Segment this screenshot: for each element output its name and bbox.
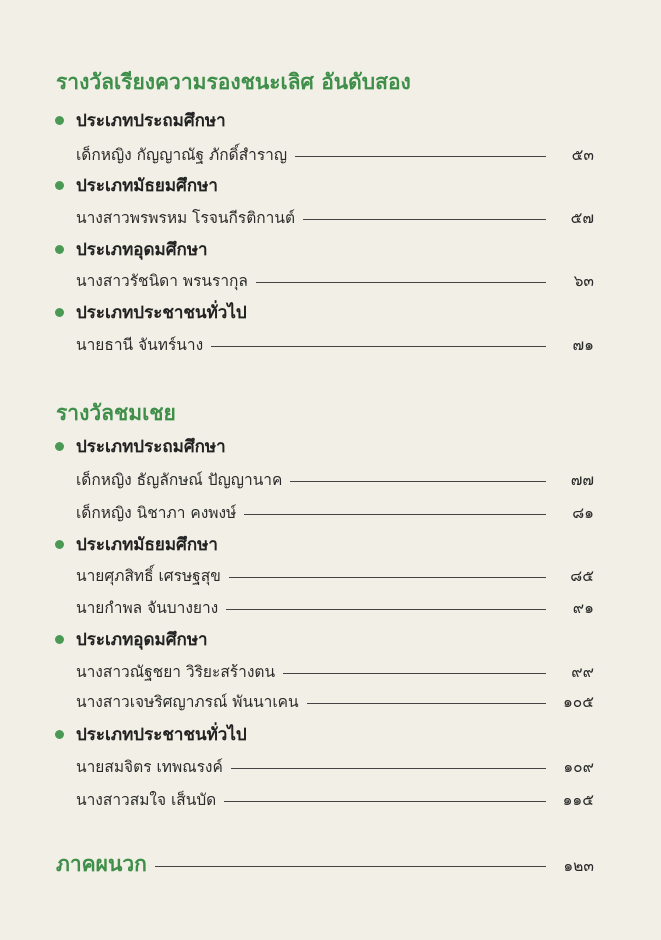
- dot-leader: [224, 801, 546, 802]
- category-heading: ประเภทประถมศึกษา: [55, 433, 226, 460]
- dot-leader: [283, 673, 546, 674]
- dot-leader: [211, 346, 546, 347]
- entry-name: นายศุภสิทธิ์ เศรษฐสุข: [76, 567, 221, 585]
- category-heading: ประเภทประชาชนทั่วไป: [55, 721, 247, 748]
- toc-entry[interactable]: [76, 500, 594, 525]
- dot-leader: [307, 703, 546, 704]
- entry-name: เด็กหญิง ธัญลักษณ์ ปัญญานาค: [76, 471, 283, 489]
- bullet-icon: [55, 245, 64, 254]
- entry-name: นางสาวพรพรหม โรจนกีรติกานต์: [76, 209, 296, 227]
- toc-entry[interactable]: [76, 332, 594, 357]
- toc-entry[interactable]: [76, 754, 594, 779]
- page-number: ๑๑๕: [562, 791, 594, 809]
- appendix-entry[interactable]: [56, 848, 594, 881]
- dot-leader: [290, 481, 546, 482]
- page-number: ๕๓: [571, 146, 594, 164]
- toc-entry[interactable]: [76, 563, 594, 588]
- category-heading: ประเภทอุดมศึกษา: [55, 626, 208, 653]
- toc-entry[interactable]: [76, 268, 594, 293]
- page-number: ๘๑: [572, 504, 594, 522]
- entry-name: เด็กหญิง กัญญาณัฐ ภักดิ์สำราญ: [76, 146, 288, 164]
- page-number: ๑๒๓: [563, 857, 594, 875]
- category-heading: ประเภทประชาชนทั่วไป: [55, 299, 247, 326]
- page-number: ๗๗: [570, 471, 594, 489]
- bullet-icon: [55, 116, 64, 125]
- section-title: รางวัลเรียงความรองชนะเลิศ อันดับสอง: [56, 70, 411, 94]
- page-number: ๖๓: [573, 272, 594, 290]
- entry-name: นางสาวเจษริศญาภรณ์ พันนาเคน: [76, 693, 299, 711]
- toc-entry[interactable]: [76, 787, 594, 812]
- section-title: รางวัลชมเชย: [56, 401, 176, 425]
- category-heading: ประเภทอุดมศึกษา: [55, 236, 208, 263]
- dot-leader: [229, 577, 546, 578]
- dot-leader: [231, 768, 546, 769]
- entry-name: เด็กหญิง นิชาภา คงพงษ์: [76, 504, 237, 522]
- entry-name: นายธานี จันทร์นาง: [76, 336, 204, 354]
- category-heading: ประเภทมัธยมศึกษา: [55, 172, 218, 199]
- bullet-icon: [55, 540, 64, 549]
- toc-entry[interactable]: [76, 659, 594, 684]
- category-heading: ประเภทมัธยมศึกษา: [55, 531, 218, 558]
- toc-entry[interactable]: [76, 205, 594, 230]
- toc-entry[interactable]: [76, 595, 594, 620]
- dot-leader: [244, 514, 546, 515]
- page-number: ๘๕: [570, 567, 594, 585]
- entry-name: นายสมจิตร เทพณรงค์: [76, 758, 223, 776]
- page-number: ๙๙: [571, 663, 594, 681]
- toc-entry[interactable]: [76, 142, 594, 167]
- dot-leader: [256, 282, 546, 283]
- dot-leader: [226, 609, 546, 610]
- toc-entry[interactable]: [76, 467, 594, 492]
- entry-name: นายกำพล จันบางยาง: [76, 599, 219, 617]
- bullet-icon: [55, 181, 64, 190]
- bullet-icon: [55, 730, 64, 739]
- dot-leader: [303, 219, 546, 220]
- toc-entry[interactable]: [76, 689, 594, 714]
- entry-name: นางสาวสมใจ เส็นบัด: [76, 791, 217, 809]
- bullet-icon: [55, 308, 64, 317]
- dot-leader: [295, 156, 546, 157]
- page-number: ๙๑: [572, 599, 594, 617]
- page-number: ๕๗: [570, 209, 594, 227]
- page-number: ๗๑: [572, 336, 594, 354]
- dot-leader: [155, 866, 546, 867]
- page-number: ๑๐๕: [562, 693, 594, 711]
- entry-name: นางสาวณัฐชยา วิริยะสร้างตน: [76, 663, 276, 681]
- bullet-icon: [55, 635, 64, 644]
- bullet-icon: [55, 442, 64, 451]
- entry-name: นางสาวรัชนิดา พรนรากุล: [76, 272, 248, 290]
- appendix-title: ภาคผนวก: [56, 852, 147, 876]
- page-number: ๑๐๙: [563, 758, 594, 776]
- category-heading: ประเภทประถมศึกษา: [55, 107, 226, 134]
